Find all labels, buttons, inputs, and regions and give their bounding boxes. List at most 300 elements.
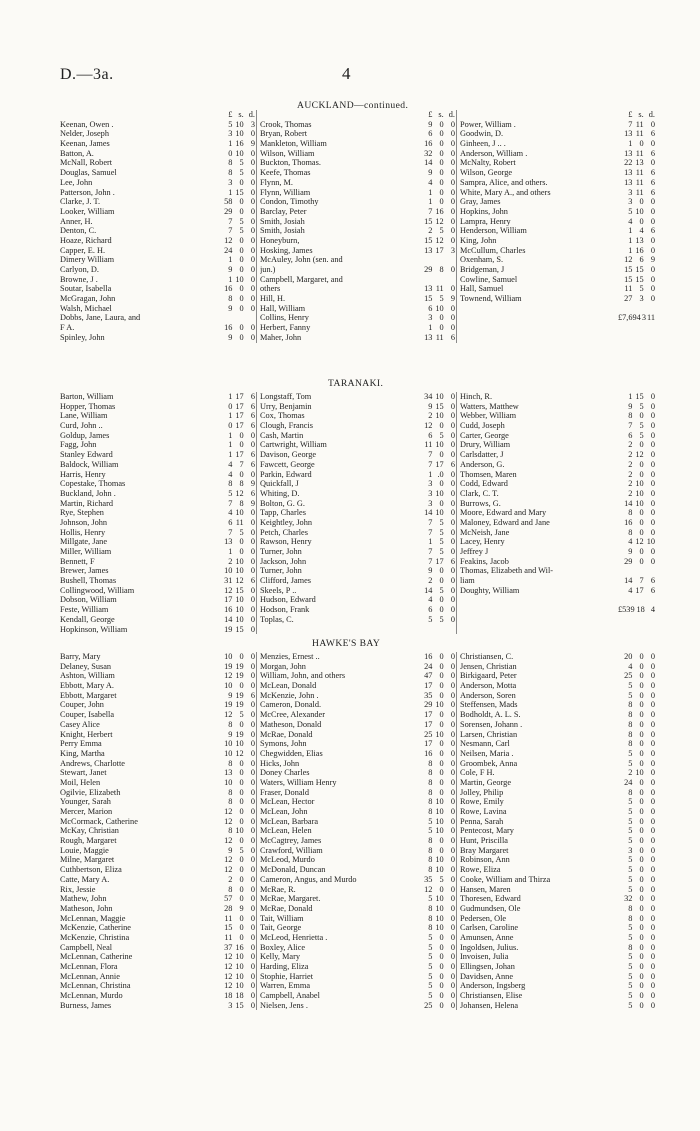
list-item	[460, 450, 656, 460]
shillings-value: 0	[439, 187, 444, 197]
shillings-value: 0	[439, 605, 444, 615]
pence-value: 0	[450, 139, 455, 149]
amount	[218, 981, 256, 991]
shillings-value: 8	[239, 498, 244, 508]
list-item	[60, 440, 256, 450]
pounds-value: 8	[228, 758, 233, 768]
currency-unit: s.	[638, 110, 644, 119]
shillings-value: 18	[235, 991, 244, 1001]
amount	[218, 333, 256, 343]
pence-value: 0	[450, 585, 455, 595]
shillings-value: .0	[437, 469, 444, 479]
currency-unit: d.	[648, 110, 655, 119]
amount	[418, 421, 456, 431]
amount	[418, 158, 456, 168]
pence-value: 3	[450, 245, 455, 255]
list-item	[260, 528, 456, 538]
amount	[418, 700, 456, 710]
pounds-value: 8	[428, 923, 433, 933]
list-item	[460, 952, 656, 962]
pounds-value: 29	[424, 265, 433, 274]
amount	[618, 217, 656, 227]
payee-name: Clifford, James	[260, 576, 312, 586]
pounds-value: 1	[228, 139, 233, 149]
payee-name: Hinch, R.	[460, 392, 493, 401]
shillings-value: 10	[435, 865, 444, 875]
pence-value	[645, 595, 656, 605]
shillings-value: 0	[439, 787, 444, 797]
shillings-value: 0	[439, 671, 444, 681]
list-item	[460, 605, 656, 615]
pounds-value: 12	[224, 671, 233, 681]
hawkes-column-2	[256, 652, 456, 1010]
pounds-value: 5	[628, 797, 633, 807]
pounds-value: 1	[428, 469, 433, 479]
shillings-value: 0	[639, 719, 644, 729]
payee-name: Lane, William	[60, 411, 108, 421]
list-item	[460, 768, 656, 778]
amount	[418, 120, 456, 130]
pence-value: 0	[650, 139, 655, 149]
list-item	[260, 681, 456, 691]
pence-value: 3	[250, 119, 255, 129]
pence-value: 0	[250, 777, 255, 787]
list-item	[260, 411, 456, 421]
list-item	[260, 807, 456, 817]
list-item	[60, 865, 256, 875]
pence-value: 0	[650, 884, 655, 894]
pence-value: 0	[450, 865, 455, 875]
pounds-value: £539	[618, 605, 635, 615]
pence-value: 0	[250, 681, 255, 691]
list-item	[460, 120, 656, 130]
payee-name: McGragan, John	[60, 294, 116, 304]
payee-name: Rowe, Eliza	[460, 865, 501, 875]
shillings-value: 0	[239, 652, 244, 661]
payee-name: others	[260, 284, 281, 294]
pence-value: 0	[250, 894, 255, 904]
list-item	[460, 236, 656, 246]
payee-name: Whiting, D.	[260, 488, 300, 498]
shillings-value: 0	[639, 787, 644, 797]
amount	[218, 236, 256, 246]
payee-name: Patterson, John .	[60, 187, 115, 197]
pence-value: 0	[650, 440, 655, 450]
pence-value: 0	[450, 729, 455, 739]
list-item	[260, 778, 456, 788]
pence-value: 0	[450, 313, 455, 323]
pence-value: 6	[650, 585, 655, 595]
pounds-value: 13	[624, 177, 633, 187]
shillings-value: 0	[239, 177, 244, 187]
amount	[618, 904, 656, 914]
amount	[418, 178, 456, 188]
shillings-value: 0	[439, 479, 444, 489]
list-item	[60, 236, 256, 246]
pence-value	[445, 275, 456, 285]
payee-name: liam	[460, 576, 475, 586]
list-item	[60, 914, 256, 924]
pounds-value: 5	[628, 991, 633, 1001]
amount	[618, 518, 656, 528]
list-item	[60, 499, 256, 509]
pounds-value: 1	[228, 430, 233, 440]
payee-name: McDonald, Duncan	[260, 865, 326, 875]
pounds-value: 5	[628, 681, 633, 691]
payee-name: Harris, Henry	[60, 469, 106, 479]
payee-name: Smith, Josiah	[260, 226, 305, 236]
list-item	[260, 537, 456, 547]
shillings-value: 10	[435, 816, 444, 826]
list-item	[60, 265, 256, 275]
pence-value: 6	[250, 690, 255, 700]
pounds-value: 7	[428, 206, 433, 216]
shillings-value: 0	[239, 865, 244, 875]
pounds-value: 8	[428, 913, 433, 923]
pence-value: 0	[250, 158, 255, 168]
pence-value: 0	[650, 710, 655, 720]
pounds-value: 6	[628, 430, 633, 440]
list-item	[460, 518, 656, 528]
list-item	[260, 450, 456, 460]
payee-name: Crook, Thomas	[260, 119, 312, 129]
payee-name: Rowe, Emily	[460, 797, 504, 807]
payee-name	[460, 313, 618, 323]
amount	[218, 392, 256, 402]
list-item	[60, 681, 256, 691]
shillings-value: 0	[439, 119, 444, 129]
payee-name: Wilson, William	[260, 148, 315, 158]
shillings-value: 12	[435, 235, 444, 245]
list-item	[60, 586, 256, 596]
pence-value: 0	[650, 294, 655, 304]
pounds-value: 11	[624, 284, 633, 294]
amount	[618, 557, 656, 567]
pence-value: 0	[650, 826, 655, 836]
list-item	[260, 923, 456, 933]
list-item	[460, 652, 656, 662]
amount	[618, 778, 656, 788]
list-item	[60, 275, 256, 285]
payee-name: Stophie, Harriet	[260, 971, 313, 981]
pounds-value: 12	[224, 962, 233, 971]
pence-value: 0	[650, 903, 655, 913]
list-item	[60, 595, 256, 605]
pence-value: 0	[650, 855, 655, 865]
shillings-value: 10	[435, 508, 444, 518]
list-item	[460, 759, 656, 769]
amount	[218, 836, 256, 846]
shillings-value: 5	[239, 710, 244, 720]
shillings-value: 0	[239, 332, 244, 342]
pence-value: 0	[450, 748, 455, 758]
list-item	[60, 972, 256, 982]
pounds-value: 13	[424, 284, 433, 294]
list-item	[460, 671, 656, 681]
pounds-value: 7	[228, 226, 233, 236]
pence-value: 0	[650, 981, 655, 991]
pence-value: 0	[250, 265, 255, 274]
pence-value: 0	[250, 129, 255, 139]
payee-name: Anderson, Ingsberg	[460, 981, 526, 991]
list-item	[260, 739, 456, 749]
amount	[218, 518, 256, 528]
shillings-value: 0	[239, 265, 244, 274]
amount	[418, 855, 456, 865]
list-item	[260, 197, 456, 207]
pounds-value: 12	[424, 884, 433, 894]
shillings-value: 11	[635, 187, 644, 197]
pence-value: 0	[250, 739, 255, 749]
amount	[218, 149, 256, 159]
pounds-value: 11	[424, 440, 433, 450]
amount	[618, 402, 656, 412]
payee-name: Crawford, William	[260, 845, 323, 855]
shillings-value: 0	[639, 216, 644, 226]
payee-name: Hopkins, John	[460, 206, 508, 216]
pounds-value: 16	[224, 323, 233, 333]
payee-name: Denton, C.	[60, 226, 97, 236]
amount	[218, 778, 256, 788]
payee-name: Clarke, J. T.	[60, 197, 101, 207]
list-item	[60, 304, 256, 314]
pence-value: 0	[650, 527, 655, 537]
pence-value: 0	[450, 884, 455, 894]
shillings-value: 0	[439, 768, 444, 778]
payee-name: Hopper, Thomas	[60, 401, 116, 411]
shillings-value: 5	[239, 168, 244, 178]
pence-value: 0	[250, 729, 255, 739]
amount	[418, 788, 456, 798]
pounds-value: 13	[624, 129, 633, 139]
amount	[618, 894, 656, 904]
payee-name: Bridgeman, J	[460, 265, 505, 274]
shillings-value: 0	[639, 469, 644, 479]
list-item	[60, 652, 256, 662]
list-item	[60, 537, 256, 547]
pence-value: 0	[250, 719, 255, 729]
amount	[418, 450, 456, 460]
pence-value: 0	[450, 576, 455, 586]
shillings-value: 0	[639, 952, 644, 962]
list-item	[260, 217, 456, 227]
currency-unit: s.	[238, 110, 244, 119]
amount	[218, 547, 256, 557]
payee-name: Keightley, John	[260, 517, 313, 527]
payee-name: Robinson, Ann	[460, 855, 510, 865]
payee-name: Anderson, Soren	[460, 690, 516, 700]
payee-name: McLeod, Murdo	[260, 855, 315, 865]
amount	[618, 972, 656, 982]
amount	[418, 972, 456, 982]
payee-name: Ellingsen, Johan	[460, 962, 515, 971]
pounds-value: 5	[628, 807, 633, 816]
pence-value: 0	[450, 739, 455, 749]
list-item	[260, 323, 456, 333]
pence-value: 0	[650, 942, 655, 952]
pence-value: 0	[450, 303, 455, 313]
shillings-value: 0	[439, 158, 444, 168]
shillings-value: 0	[439, 962, 444, 971]
pounds-value: 5	[228, 119, 233, 129]
list-item	[460, 508, 656, 518]
pence-value: 9	[250, 479, 255, 489]
pence-value: 0	[250, 197, 255, 207]
pounds-value: 4	[428, 177, 433, 187]
pounds-value: 17	[424, 719, 433, 729]
payee-name: Keenan, James	[60, 139, 110, 149]
pounds-value: 12	[224, 585, 233, 595]
shillings-value: 5	[439, 874, 444, 884]
pence-value: 0	[250, 710, 255, 720]
pounds-value: 8	[428, 845, 433, 855]
pence-value: 0	[450, 807, 455, 816]
pence-value: 0	[650, 450, 655, 460]
list-item	[60, 768, 256, 778]
pence-value: 0	[650, 421, 655, 431]
list-item	[460, 846, 656, 856]
amount	[418, 1001, 456, 1011]
pence-value: 0	[250, 148, 255, 158]
list-item	[60, 943, 256, 953]
pence-value: 0	[450, 671, 455, 681]
amount	[218, 528, 256, 538]
pounds-value: 1	[628, 139, 633, 149]
pounds-value: £7,694	[618, 313, 641, 323]
shillings-value: 10	[435, 903, 444, 913]
list-item	[260, 392, 456, 402]
list-item	[260, 768, 456, 778]
payee-name: Drury, William	[460, 440, 511, 450]
list-item	[260, 284, 456, 294]
amount	[218, 923, 256, 933]
amount	[218, 846, 256, 856]
amount	[218, 933, 256, 943]
list-item	[460, 460, 656, 470]
pence-value: 11	[647, 313, 655, 323]
payee-name: McKenzie, Christina	[60, 932, 130, 942]
pounds-value: 25	[424, 729, 433, 739]
payee-name: Ebbott, Mary A.	[60, 681, 114, 691]
pounds-value: 13	[224, 768, 233, 778]
payee-name: Feakins, Jacob	[460, 556, 509, 566]
shillings-value: 0	[639, 700, 644, 710]
list-item	[460, 739, 656, 749]
payee-name: Bodholdt, A. L. S.	[460, 710, 521, 720]
auckland-column-3	[456, 110, 656, 343]
list-item	[460, 197, 656, 207]
amount	[218, 470, 256, 480]
payee-name: Harding, Eliza	[260, 962, 309, 971]
shillings-value: 0	[639, 942, 644, 952]
payee-name: Condon, Timothy	[260, 197, 319, 207]
amount	[418, 652, 456, 662]
pence-value: 0	[250, 508, 255, 518]
shillings-value	[433, 255, 444, 265]
shillings-value: 0	[239, 235, 244, 245]
pounds-value: 58	[224, 197, 233, 207]
list-item	[260, 710, 456, 720]
shillings-value: 5	[639, 401, 644, 411]
shillings-value: 0	[439, 739, 444, 749]
pounds-value: 2	[628, 469, 633, 479]
amount	[618, 226, 656, 236]
shillings-value: 0	[439, 148, 444, 158]
amount	[218, 855, 256, 865]
amount	[418, 865, 456, 875]
pence-value: 6	[250, 401, 255, 411]
pounds-value: 2	[628, 488, 633, 498]
pounds-value: 1	[628, 235, 633, 245]
shillings-value: 0	[239, 855, 244, 865]
payee-name: Miller, William	[60, 547, 112, 556]
pounds-value: 24	[624, 777, 633, 787]
list-item	[460, 537, 656, 547]
amount	[218, 662, 256, 672]
pounds-value: 11	[224, 932, 233, 942]
list-item	[260, 671, 456, 681]
payee-name: Campbell, Margaret, and	[260, 274, 343, 284]
shillings-value: 0	[439, 129, 444, 139]
pounds-value: 3	[628, 845, 633, 855]
pence-value: 0	[650, 845, 655, 855]
payee-name: Cowline, Samuel	[460, 274, 518, 284]
shillings-value: 10	[635, 479, 644, 489]
pence-value: 0	[250, 284, 255, 294]
pence-value: 0	[250, 884, 255, 894]
shillings-value: 13	[635, 235, 644, 245]
amount	[218, 885, 256, 895]
pence-value: 0	[650, 971, 655, 981]
payee-name: Matheson, Donald	[260, 719, 322, 729]
shillings-value: 0	[439, 690, 444, 700]
pounds-value: 8	[228, 168, 233, 178]
list-item	[60, 923, 256, 933]
pence-value: 0	[250, 700, 255, 710]
pence-value: 0	[650, 284, 655, 294]
pounds-value: 2	[428, 226, 433, 236]
payee-name: Tait, George	[260, 923, 302, 933]
payee-name: Hoaze, Richard	[60, 235, 112, 245]
amount	[618, 991, 656, 1001]
amount	[418, 139, 456, 149]
list-item	[60, 470, 256, 480]
payee-name: Jolley, Philip	[460, 787, 504, 797]
list-item	[260, 981, 456, 991]
amount	[218, 904, 256, 914]
pence-value: 0	[250, 845, 255, 855]
shillings-value: 9	[239, 903, 244, 913]
pounds-value: 4	[628, 537, 633, 547]
list-item	[60, 421, 256, 431]
payee-name: Johnson, John	[60, 517, 108, 527]
amount	[618, 168, 656, 178]
shillings-value: 10	[235, 129, 244, 139]
list-item	[60, 904, 256, 914]
shillings-value: 0	[239, 884, 244, 894]
pence-value: 6	[250, 450, 255, 460]
shillings-value: 0	[639, 874, 644, 884]
shillings-value: 11	[635, 177, 644, 187]
list-item	[260, 333, 456, 343]
payee-name: Invoisen, Julia	[460, 952, 509, 962]
list-item	[60, 431, 256, 441]
shillings-value: 17	[435, 556, 444, 566]
payee-name: Ebbott, Margaret	[60, 690, 117, 700]
pence-value: 0	[250, 932, 255, 942]
list-item	[260, 943, 456, 953]
pence-value: 0	[650, 700, 655, 710]
